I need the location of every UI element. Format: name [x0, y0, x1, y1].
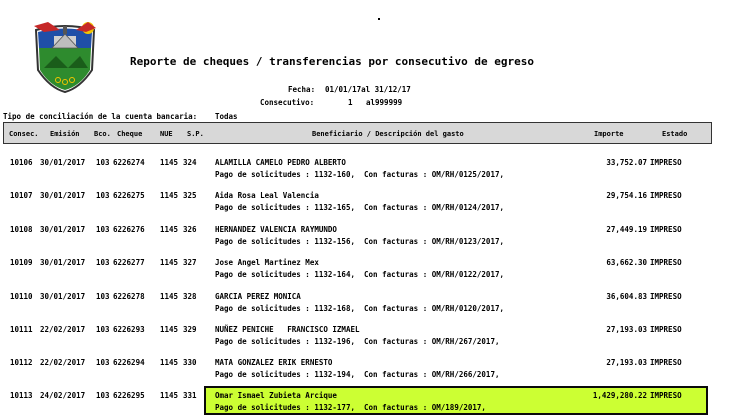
- table-row: [0, 158, 737, 186]
- cell-cheque: 6226293: [113, 325, 145, 334]
- table-row: [0, 292, 737, 320]
- cell-nue: 1145: [160, 258, 179, 267]
- cell-emision: 30/01/2017: [40, 225, 86, 234]
- cell-bco: 103: [96, 191, 110, 200]
- cell-estado: IMPRESO: [650, 292, 682, 301]
- col-consec: Consec.: [9, 130, 39, 138]
- cell-nue: 1145: [160, 391, 179, 400]
- cell-beneficiario: GARCIA PEREZ MONICA: [215, 292, 301, 301]
- col-nue: NUE: [160, 130, 173, 138]
- cell-cheque: 6226278: [113, 292, 145, 301]
- cell-cheque: 6226277: [113, 258, 145, 267]
- cell-importe: 29,754.16: [606, 191, 647, 200]
- cell-beneficiario: Omar Ismael Zubieta Arcique: [215, 391, 337, 400]
- cell-cheque: 6226295: [113, 391, 145, 400]
- cell-nue: 1145: [160, 292, 179, 301]
- cell-consec: 10109: [10, 258, 33, 267]
- report-title: Reporte de cheques / transferencias por consecutivo de egreso: [130, 55, 534, 68]
- cell-sp: 328: [183, 292, 197, 301]
- cell-bco: 103: [96, 325, 110, 334]
- cell-descripcion: Pago de solicitudes : 1132-196, Con facturas : OM/RH/267/2017,: [215, 337, 500, 346]
- cell-emision: 30/01/2017: [40, 158, 86, 167]
- table-row-highlighted: [0, 391, 737, 419]
- cell-bco: 103: [96, 292, 110, 301]
- cell-beneficiario: Jose Angel Martinez Mex: [215, 258, 319, 267]
- cell-emision: 30/01/2017: [40, 191, 86, 200]
- cell-beneficiario: NUÑEZ PENICHE FRANCISCO IZMAEL: [215, 325, 360, 334]
- cell-nue: 1145: [160, 358, 179, 367]
- cell-nue: 1145: [160, 325, 179, 334]
- col-importe: Importe: [594, 130, 624, 138]
- cell-importe: 36,604.83: [606, 292, 647, 301]
- cell-estado: IMPRESO: [650, 258, 682, 267]
- cell-cheque: 6226294: [113, 358, 145, 367]
- cell-sp: 330: [183, 358, 197, 367]
- cell-descripcion: Pago de solicitudes : 1132-156, Con facturas : OM/RH/0123/2017,: [215, 237, 504, 246]
- table-row: [0, 191, 737, 219]
- cell-cheque: 6226276: [113, 225, 145, 234]
- cell-emision: 24/02/2017: [40, 391, 86, 400]
- cell-bco: 103: [96, 258, 110, 267]
- cell-nue: 1145: [160, 191, 179, 200]
- cell-sp: 324: [183, 158, 197, 167]
- decorative-dot: [378, 18, 380, 20]
- cell-bco: 103: [96, 225, 110, 234]
- cell-sp: 326: [183, 225, 197, 234]
- col-emision: Emisión: [50, 130, 80, 138]
- cell-consec: 10112: [10, 358, 33, 367]
- cell-importe: 63,662.30: [606, 258, 647, 267]
- cell-descripcion: Pago de solicitudes : 1132-160, Con facturas : OM/RH/0125/2017,: [215, 170, 504, 179]
- cell-importe: 27,449.19: [606, 225, 647, 234]
- cell-bco: 103: [96, 158, 110, 167]
- cell-consec: 10107: [10, 191, 33, 200]
- cell-descripcion: Pago de solicitudes : 1132-168, Con facturas : OM/RH/0120/2017,: [215, 304, 504, 313]
- cell-sp: 331: [183, 391, 197, 400]
- cell-nue: 1145: [160, 158, 179, 167]
- cell-estado: IMPRESO: [650, 225, 682, 234]
- cell-sp: 325: [183, 191, 197, 200]
- cell-estado: IMPRESO: [650, 191, 682, 200]
- cell-emision: 22/02/2017: [40, 358, 86, 367]
- cell-bco: 103: [96, 391, 110, 400]
- table-row: [0, 225, 737, 253]
- cell-estado: IMPRESO: [650, 325, 682, 334]
- cell-nue: 1145: [160, 225, 179, 234]
- col-sp: S.P.: [187, 130, 204, 138]
- cell-sp: 327: [183, 258, 197, 267]
- tipo-value: Todas: [215, 112, 238, 121]
- col-estado: Estado: [662, 130, 688, 138]
- cell-consec: 10106: [10, 158, 33, 167]
- cell-bco: 103: [96, 358, 110, 367]
- cell-estado: IMPRESO: [650, 158, 682, 167]
- cell-descripcion: Pago de solicitudes : 1132-164, Con facturas : OM/RH/0122/2017,: [215, 270, 504, 279]
- cell-cheque: 6226275: [113, 191, 145, 200]
- consecutivo-label: Consecutivo:: [260, 98, 315, 107]
- tipo-label: Tipo de conciliación de la cuenta bancaria:: [3, 112, 198, 121]
- cell-sp: 329: [183, 325, 197, 334]
- cell-cheque: 6226274: [113, 158, 145, 167]
- col-beneficiario: Beneficiario / Descripción del gasto: [312, 130, 464, 138]
- cell-importe: 27,193.03: [606, 325, 647, 334]
- cell-descripcion: Pago de solicitudes : 1132-194, Con facturas : OM/RH/266/2017,: [215, 370, 500, 379]
- table-row: [0, 258, 737, 286]
- cell-importe: 1,429,280.22: [592, 391, 647, 400]
- fecha-label: Fecha:: [288, 85, 316, 94]
- cell-consec: 10111: [10, 325, 33, 334]
- cell-beneficiario: MATA GONZALEZ ERIK ERNESTO: [215, 358, 333, 367]
- cell-beneficiario: Aida Rosa Leal Valencia: [215, 191, 319, 200]
- col-cheque: Cheque: [117, 130, 143, 138]
- table-row: [0, 325, 737, 353]
- cell-importe: 33,752.07: [606, 158, 647, 167]
- fecha-value: 01/01/17al 31/12/17: [325, 85, 411, 94]
- table-row: [0, 358, 737, 386]
- cell-emision: 22/02/2017: [40, 325, 86, 334]
- cell-emision: 30/01/2017: [40, 258, 86, 267]
- cell-consec: 10110: [10, 292, 33, 301]
- cell-emision: 30/01/2017: [40, 292, 86, 301]
- consecutivo-to: al999999: [366, 98, 403, 107]
- consecutivo-from: 1: [348, 98, 353, 107]
- cell-consec: 10108: [10, 225, 33, 234]
- column-header-bar: [3, 122, 712, 144]
- cell-importe: 27,193.03: [606, 358, 647, 367]
- coat-of-arms-icon: [30, 18, 100, 96]
- cell-beneficiario: ALAMILLA CAMELO PEDRO ALBERTO: [215, 158, 346, 167]
- cell-estado: IMPRESO: [650, 358, 682, 367]
- cell-beneficiario: HERNANDEZ VALENCIA RAYMUNDO: [215, 225, 337, 234]
- cell-estado: IMPRESO: [650, 391, 682, 400]
- cell-descripcion: Pago de solicitudes : 1132-165, Con facturas : OM/RH/0124/2017,: [215, 203, 504, 212]
- col-bco: Bco.: [94, 130, 111, 138]
- cell-consec: 10113: [10, 391, 33, 400]
- cell-descripcion: Pago de solicitudes : 1132-177, Con facturas : OM/189/2017,: [215, 403, 486, 412]
